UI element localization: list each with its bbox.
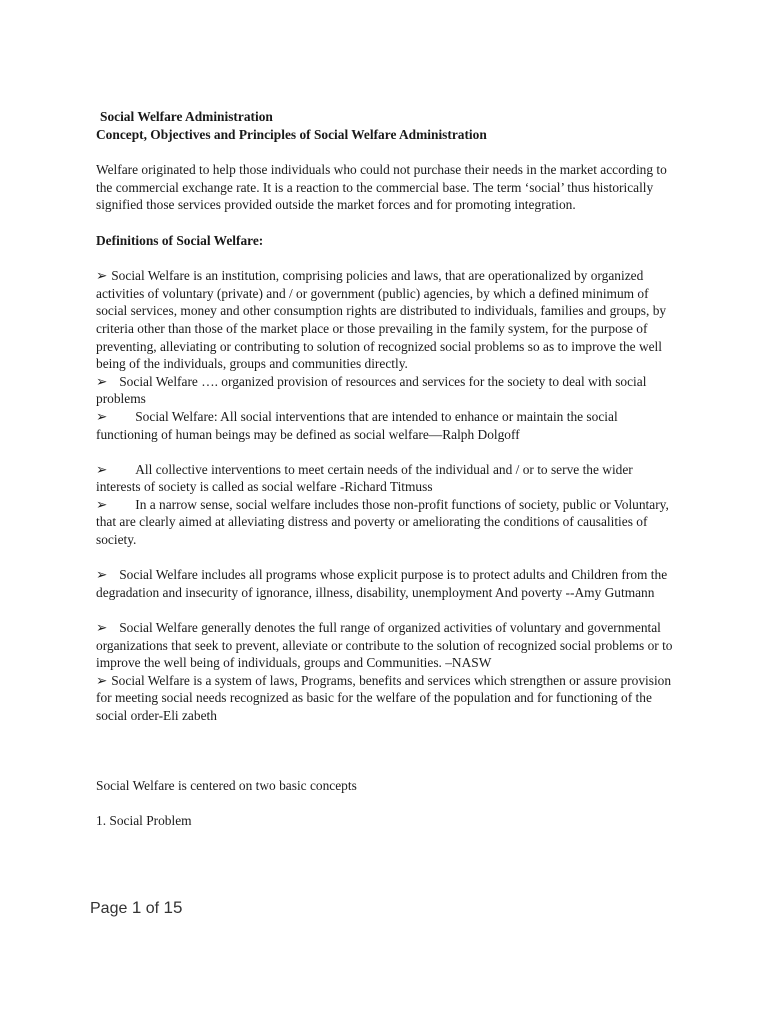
concept-list-item: 1. Social Problem	[96, 813, 192, 829]
definition-text: Social Welfare is a system of laws, Programs, benefits and services which strengthen or assure provision for meeting social needs recognized as basic for the welfare of the population and for functioning of the social order-Eli zabeth	[96, 672, 672, 723]
current-page-number: 1	[131, 898, 142, 917]
of-label: of	[145, 900, 160, 917]
intro-paragraph: Welfare originated to help those individuals who could not purchase their needs in the market according to the commercial exchange rate. It is a reaction to the commercial base. The term ‘social’ thus historically signified those services provided outside the market forces and for promoting integration.	[96, 162, 667, 213]
definition-item	[96, 408, 680, 443]
concepts-intro: Social Welfare is centered on two basic concepts	[96, 777, 357, 793]
arrow-bullet-icon: ➢	[96, 672, 108, 688]
definition-text: All collective interventions to meet certain needs of the individual and / or to serve the wider interests of society is called as social welfare -Richard Titmuss	[96, 461, 633, 495]
definition-item	[96, 672, 680, 725]
document-title: Social Welfare Administration	[100, 109, 273, 124]
definitions-heading: Definitions of Social Welfare:	[96, 232, 264, 248]
definition-text: Social Welfare is an institution, comprising policies and laws, that are operationalized by organized activities of voluntary (private) and / or government (public) agencies, by which a defined minimum of social services, money and other consumption rights are distributed to individuals, families and groups, by criteria other than those of the market place or those prevailing in the family system, for the purpose of preventing, alleviating or contributing to solution of recognized social problems so as to improve the well being of the individuals, groups and communities directly.	[96, 268, 667, 372]
arrow-bullet-icon: ➢	[96, 408, 108, 424]
total-pages-number: 15	[163, 898, 183, 917]
arrow-bullet-icon: ➢	[96, 461, 108, 477]
definition-text: Social Welfare generally denotes the full range of organized activities of voluntary and governmental organizations that seek to prevent, alleviate or contribute to the solution of recognized social problems or to improve the well being of individuals, groups and Communities. –NASW	[96, 620, 673, 671]
page-label: Page	[90, 900, 128, 917]
definition-text: Social Welfare …. organized provision of resources and services for the society to deal with social problems	[96, 373, 647, 407]
definition-item	[96, 496, 680, 549]
definition-text: Social Welfare: All social interventions that are intended to enhance or maintain the social functioning of human beings may be defined as social welfare—Ralph Dolgoff	[96, 408, 618, 442]
definition-item	[96, 373, 680, 408]
definition-item	[96, 461, 680, 496]
definition-text: Social Welfare includes all programs whose explicit purpose is to protect adults and Children from the degradation and insecurity of ignorance, illness, disability, unemployment And poverty --Amy Gutmann	[96, 567, 668, 600]
arrow-bullet-icon: ➢	[96, 620, 108, 636]
definition-text: In a narrow sense, social welfare includes those non-profit functions of society, public or Voluntary, that are clearly aimed at alleviating distress and poverty or ameliorating the conditions of causalities of society.	[96, 496, 669, 548]
page-indicator	[90, 898, 182, 918]
document-body	[96, 108, 680, 830]
definition-item	[96, 566, 680, 601]
arrow-bullet-icon: ➢	[96, 567, 108, 583]
definition-item	[96, 619, 680, 672]
arrow-bullet-icon: ➢	[96, 373, 108, 389]
arrow-bullet-icon: ➢	[96, 268, 108, 284]
document-subtitle: Concept, Objectives and Principles of Social Welfare Administration	[96, 126, 487, 142]
definition-item	[96, 267, 680, 373]
arrow-bullet-icon: ➢	[96, 496, 108, 512]
